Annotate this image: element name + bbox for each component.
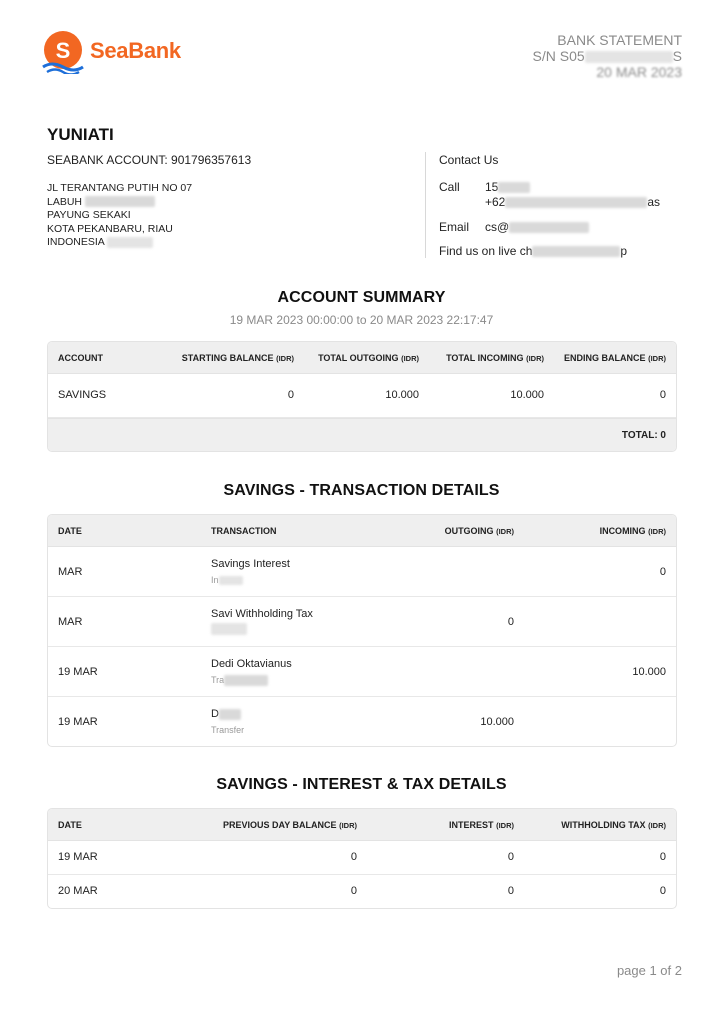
seabank-logo-icon xyxy=(41,30,85,74)
cell-start: 0 xyxy=(287,389,294,401)
cell-transaction-sub: Transfer xyxy=(211,725,245,735)
statement-date: 20 MAR 2023 xyxy=(596,64,682,80)
cell-date: 20 MAR xyxy=(58,885,98,897)
contact-call-label: Call xyxy=(439,180,460,194)
redaction xyxy=(219,576,243,585)
col-header: DATE xyxy=(58,526,82,536)
cell-interest: 0 xyxy=(507,851,514,863)
cell-date: MAR xyxy=(58,566,83,578)
col-header: OUTGOING (IDR) xyxy=(444,526,514,536)
page-indicator: page 1 of 2 xyxy=(616,963,682,978)
summary-table xyxy=(47,341,677,452)
cell-transaction-sub: In xyxy=(211,575,243,585)
interest-table xyxy=(47,808,677,909)
col-header: PREVIOUS DAY BALANCE (IDR) xyxy=(223,820,357,830)
table-row xyxy=(48,547,676,597)
col-header: INTEREST (IDR) xyxy=(449,820,514,830)
cell-outgoing: 0 xyxy=(507,616,514,628)
cell-outgoing: 10.000 xyxy=(385,389,419,401)
col-header: DATE xyxy=(58,820,82,830)
statement-serial xyxy=(533,48,682,64)
cell-transaction: Dedi Oktavianus xyxy=(211,658,292,670)
statement-serial-text: S/N S05 xyxy=(532,48,585,64)
cell-ending: 0 xyxy=(659,389,666,401)
contact-live-chat[interactable]: Find us on live ch p xyxy=(439,244,628,258)
table-header xyxy=(48,342,676,374)
cell-date: 19 MAR xyxy=(58,851,98,863)
redaction xyxy=(219,709,241,720)
redaction xyxy=(505,197,647,208)
transactions-table xyxy=(47,514,677,747)
total-row xyxy=(48,418,676,451)
cell-transaction: D xyxy=(211,708,241,720)
col-header: ENDING BALANCE (IDR) xyxy=(564,353,666,363)
address-line: KOTA PEKANBARU, RIAU xyxy=(47,222,173,235)
statement-header xyxy=(533,32,682,80)
address-line: INDONESIA xyxy=(47,236,192,250)
logo-wordmark: SeaBank xyxy=(90,38,181,63)
total-value: TOTAL: 0 xyxy=(621,430,666,441)
vertical-divider xyxy=(425,152,426,258)
redaction xyxy=(498,182,530,193)
table-header xyxy=(48,809,676,841)
table-row xyxy=(48,697,676,746)
cell-date: 19 MAR xyxy=(58,716,98,728)
redaction xyxy=(224,675,268,686)
cell-prev-balance: 0 xyxy=(350,851,357,863)
contact-call-value-1[interactable]: 15 xyxy=(485,180,530,194)
customer-account: SEABANK ACCOUNT: 901796357613 xyxy=(47,153,252,167)
cell-incoming: 10.000 xyxy=(632,666,666,678)
redaction xyxy=(532,246,620,257)
table-header xyxy=(48,515,676,547)
customer-name: YUNIATI xyxy=(47,125,114,144)
redaction xyxy=(585,51,673,63)
table-row xyxy=(48,374,676,418)
contact-call-value-2[interactable]: +62 as xyxy=(485,195,661,209)
col-header: TOTAL OUTGOING (IDR) xyxy=(318,353,419,363)
interest-title: SAVINGS - INTEREST & TAX DETAILS xyxy=(216,776,507,793)
statement-serial-tail: S xyxy=(672,48,682,64)
transactions-title: SAVINGS - TRANSACTION DETAILS xyxy=(223,482,500,499)
col-header: TRANSACTION xyxy=(211,526,277,536)
cell-transaction: Savi Withholding Tax xyxy=(211,608,313,620)
contact-title: Contact Us xyxy=(439,153,499,167)
logo-letter: S xyxy=(55,38,71,63)
table-row xyxy=(48,875,676,908)
col-header: INCOMING (IDR) xyxy=(599,526,666,536)
cell-transaction-sub: Tra xyxy=(211,675,268,686)
redaction xyxy=(85,196,155,207)
summary-period: 19 MAR 2023 00:00:00 to 20 MAR 2023 22:17:47 xyxy=(229,313,494,327)
col-header: TOTAL INCOMING (IDR) xyxy=(446,353,544,363)
redaction xyxy=(211,623,247,635)
cell-prev-balance: 0 xyxy=(350,885,357,897)
cell-account: SAVINGS xyxy=(58,389,107,401)
summary-title: ACCOUNT SUMMARY xyxy=(277,289,446,306)
cell-outgoing: 10.000 xyxy=(480,716,514,728)
redaction xyxy=(107,237,153,248)
address-line: JL TERANTANG PUTIH NO 07 xyxy=(47,182,193,194)
cell-date: MAR xyxy=(58,616,83,628)
customer-address xyxy=(47,182,192,250)
table-row xyxy=(48,597,676,647)
cell-transaction: Savings Interest xyxy=(211,558,290,570)
cell-interest: 0 xyxy=(507,885,514,897)
col-header: STARTING BALANCE (IDR) xyxy=(181,353,294,363)
contact-email-value[interactable]: cs@ xyxy=(485,220,589,234)
cell-date: 19 MAR xyxy=(58,666,98,678)
table-row xyxy=(48,841,676,875)
cell-incoming: 0 xyxy=(659,566,666,578)
col-header: ACCOUNT xyxy=(58,353,103,363)
cell-tax: 0 xyxy=(659,851,666,863)
contact-email-label: Email xyxy=(439,220,470,234)
statement-title: BANK STATEMENT xyxy=(557,32,682,48)
cell-incoming: 10.000 xyxy=(510,389,544,401)
cell-transaction-sub xyxy=(211,623,247,635)
cell-tax: 0 xyxy=(659,885,666,897)
table-row xyxy=(48,647,676,697)
seabank-logo xyxy=(41,30,201,76)
redaction xyxy=(509,222,589,233)
address-line: LABUH xyxy=(47,196,192,210)
col-header: WITHHOLDING TAX (IDR) xyxy=(561,820,666,830)
address-line: PAYUNG SEKAKI xyxy=(47,209,131,221)
